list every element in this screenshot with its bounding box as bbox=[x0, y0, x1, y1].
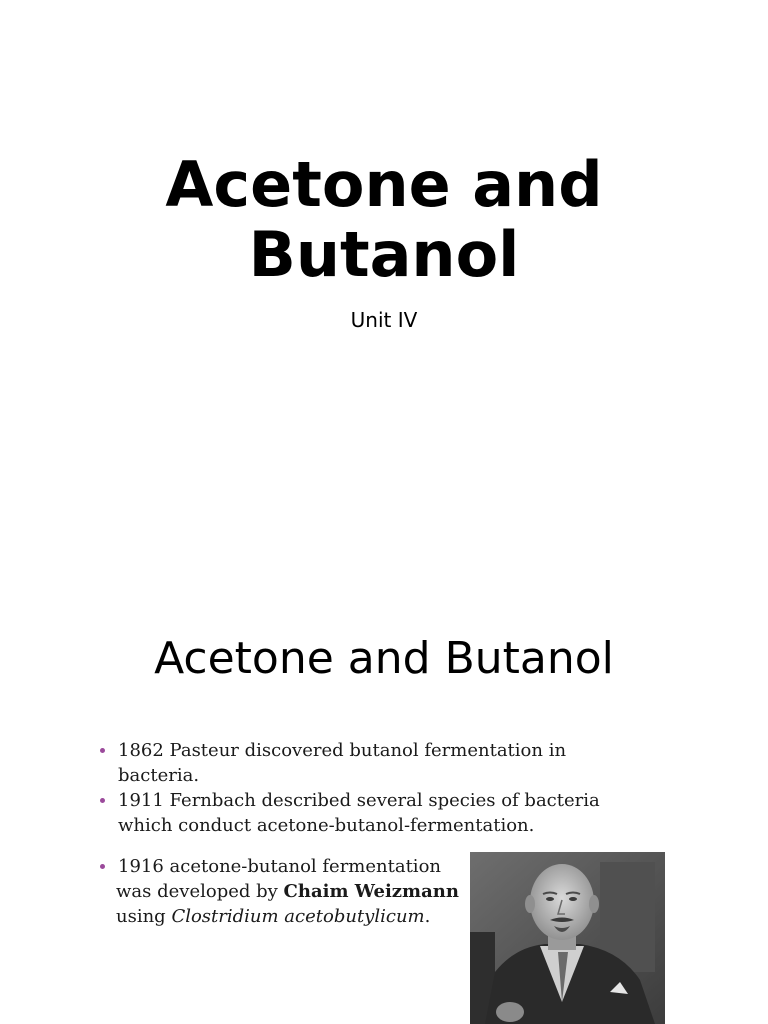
bullet-item bbox=[98, 788, 618, 838]
bullet-dot-icon bbox=[100, 864, 105, 869]
bullet-text: using bbox=[116, 906, 172, 927]
portrait-image bbox=[470, 852, 665, 1024]
bullet-text-line: 1862 Pasteur discovered butanol fermentation in bbox=[118, 740, 567, 761]
bullet-text: . bbox=[424, 906, 431, 927]
bullet-text-line: 1916 acetone-butanol fermentation bbox=[118, 856, 441, 877]
slide-title: Acetone and Butanol bbox=[165, 148, 603, 291]
bullet-text: was developed by bbox=[116, 881, 284, 902]
bullet-text-line: 1911 Fernbach described several species of bacteria bbox=[118, 790, 600, 811]
bullet-text-line: which conduct acetone-butanol-fermentation. bbox=[118, 815, 535, 836]
portrait-photo bbox=[470, 852, 665, 1024]
bullet-item bbox=[98, 738, 618, 788]
bullet-dot-icon bbox=[100, 748, 105, 753]
species-name: Clostridium acetobutylicum bbox=[171, 906, 425, 927]
person-name: Chaim Weizmann bbox=[283, 881, 459, 902]
content-slide bbox=[0, 576, 768, 1024]
bullet-dot-icon bbox=[100, 798, 105, 803]
slide-subtitle: Unit IV bbox=[350, 308, 418, 332]
content-slide-title: Acetone and Butanol bbox=[154, 633, 614, 684]
bullet-text-line: bacteria. bbox=[118, 765, 200, 786]
